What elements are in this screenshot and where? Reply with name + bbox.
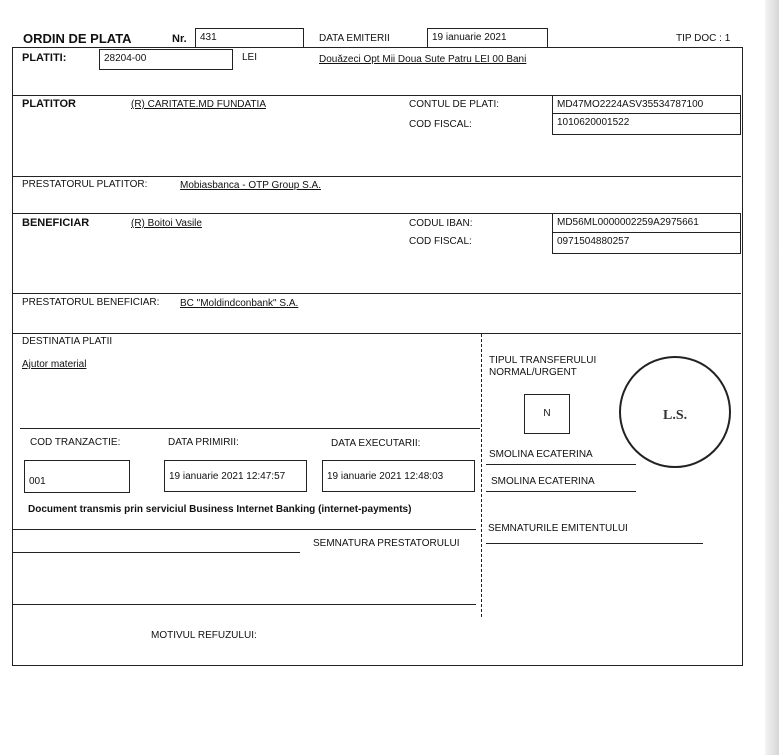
- divider: [12, 176, 741, 177]
- payer-fiscal-label: COD FISCAL:: [409, 119, 472, 130]
- divider: [12, 529, 476, 530]
- issue-date-box: 19 ianuarie 2021: [427, 28, 548, 47]
- executed-date-label: DATA EXECUTARII:: [331, 438, 421, 449]
- received-date-box: 19 ianuarie 2021 12:47:57: [164, 460, 307, 492]
- issuer-signature-line: [486, 543, 703, 544]
- form-frame: [12, 47, 743, 666]
- payer-account-label: CONTUL DE PLATI:: [409, 99, 500, 110]
- payer-bank-name: Mobiasbanca - OTP Group S.A.: [180, 180, 321, 191]
- beneficiary-fiscal-label: COD FISCAL:: [409, 236, 472, 247]
- refusal-reason-label: MOTIVUL REFUZULUI:: [151, 630, 257, 641]
- beneficiary-bank-label: PRESTATORUL BENEFICIAR:: [22, 297, 160, 308]
- destination-value: Ajutor material: [22, 359, 87, 370]
- document-title: ORDIN DE PLATA: [23, 31, 132, 46]
- dashed-separator: [481, 334, 482, 617]
- destination-label: DESTINATIA PLATII: [22, 336, 113, 347]
- page-edge-shadow: [765, 0, 779, 755]
- transaction-code-label: COD TRANZACTIE:: [30, 437, 121, 448]
- issuer-signatures-label: SEMNATURILE EMITENTULUI: [488, 523, 628, 534]
- payment-amount-box: 28204-00: [99, 49, 233, 70]
- transfer-type-sublabel: NORMAL/URGENT: [489, 367, 577, 378]
- payer-name: (R) CARITATE.MD FUNDATIA: [131, 99, 266, 110]
- issue-date-label: DATA EMITERII: [319, 33, 390, 44]
- divider: [12, 293, 741, 294]
- payer-fiscal-box: 1010620001522: [552, 113, 741, 135]
- transmission-note: Document transmis prin serviciul Business Internet Banking (internet-payments): [28, 504, 412, 515]
- divider: [12, 333, 741, 334]
- order-number-box: 431: [195, 28, 304, 47]
- payment-label: PLATITI:: [22, 52, 67, 64]
- document-type: TIP DOC : 1: [676, 33, 731, 44]
- divider: [20, 428, 480, 429]
- payer-account-box: MD47MO2224ASV35534787100: [552, 95, 741, 114]
- signature-line: [486, 464, 636, 465]
- transfer-type-label: TIPUL TRANSFERULUI: [489, 355, 597, 366]
- received-date-label: DATA PRIMIRII:: [168, 437, 239, 448]
- payment-currency: LEI: [242, 52, 258, 63]
- signer-2: SMOLINA ECATERINA: [491, 476, 595, 487]
- transaction-code-box: 001: [24, 460, 130, 493]
- beneficiary-bank-name: BC "Moldindconbank" S.A.: [180, 298, 299, 309]
- beneficiary-iban-box: MD56ML0000002259A2975661: [552, 213, 741, 233]
- payment-amount-words: Douăzeci Opt Mii Doua Sute Patru LEI 00 Bani: [319, 54, 527, 65]
- signer-1: SMOLINA ECATERINA: [489, 449, 593, 460]
- payer-bank-label: PRESTATORUL PLATITOR:: [22, 179, 148, 190]
- beneficiary-label: BENEFICIAR: [22, 217, 90, 229]
- payer-label: PLATITOR: [22, 98, 76, 110]
- stamp-label: L.S.: [663, 408, 688, 423]
- beneficiary-name: (R) Boitoi Vasile: [131, 218, 202, 229]
- signature-line: [486, 491, 636, 492]
- divider: [12, 604, 476, 605]
- transfer-type-box: N: [524, 394, 570, 434]
- beneficiary-fiscal-box: 0971504880257: [552, 232, 741, 254]
- executed-date-box: 19 ianuarie 2021 12:48:03: [322, 460, 475, 492]
- divider: [12, 552, 300, 553]
- order-number-label: Nr.: [172, 33, 187, 45]
- beneficiary-iban-label: CODUL IBAN:: [409, 218, 473, 229]
- provider-signature-label: SEMNATURA PRESTATORULUI: [313, 538, 460, 549]
